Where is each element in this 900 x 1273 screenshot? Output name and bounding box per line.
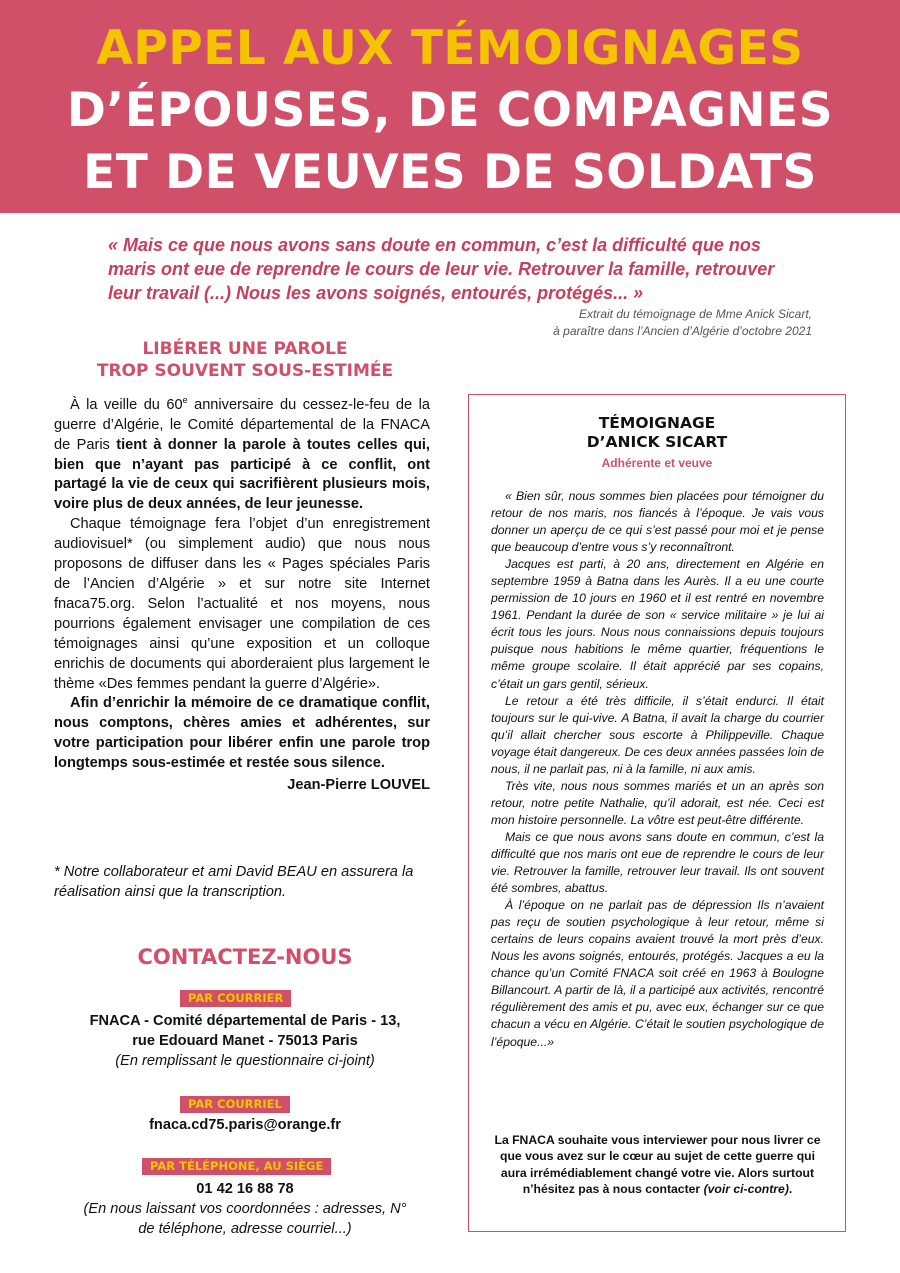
phone-note-line-1: (En nous laissant vos coordonnées : adresses, N° [83,1201,407,1217]
banner-title-line-3: ET DE VEUVES DE SOLDATS [83,145,817,200]
article-p1-bold: tient à donner la parole à toutes celles qui, bien que n’ayant pas participé à ce conflit, ont partagé la vie de ceux qui sacrifièrent plusieurs mois, voire plus de deux années, de leur jeunesse. [54,436,430,513]
banner-title-line-2: D’ÉPOUSES, DE COMPAGNES [66,83,834,138]
article-p1-text: À la veille du 60 [70,396,183,413]
mail-address-line-2: rue Edouard Manet - 75013 Paris [132,1033,358,1049]
cta-text: La FNACA souhaite vous interviewer pour nous livrer ce que vous avez sur le cœur au sujet de cette guerre qui aura irrémédiablement changé votre vie. Alors surtout n’hésitez pas à nous contacter [494,1133,821,1197]
article-paragraph-3 [54,694,430,774]
title-banner [0,0,900,213]
testimony-title-line-1: TÉMOIGNAGE [598,414,716,432]
article-body [54,391,430,796]
signature: Jean-Pierre LOUVEL [287,777,430,794]
testimony-paragraph-1: « Bien sûr, nous sommes bien placées pour témoigner du retour de nos maris, nos fiancés à l’époque. Je vais vous donner un aperçu de ce qui s’est passé pour moi et je pense que beaucoup d’entre vous s’y reconnaîtront. [491,489,824,555]
phone-number[interactable]: 01 42 16 88 78 [196,1181,294,1197]
phone-contact [50,1179,440,1239]
phone-label-badge: PAR TÉLÉPHONE, AU SIÈGE [142,1158,331,1175]
testimony-text [491,488,824,1051]
banner-title-line-1: APPEL AUX TÉMOIGNAGES [96,21,804,76]
contact-heading: CONTACTEZ-NOUS [137,945,353,969]
article-heading-line-1: LIBÉRER UNE PAROLE [142,339,348,359]
phone-note-line-2: de téléphone, adresse courriel...) [138,1221,352,1237]
article-heading [60,338,430,382]
quote-source [412,306,812,340]
cta-see-opposite: (voir ci-contre) [703,1182,789,1197]
testimony-title-line-2: D’ANICK SICART [586,433,728,451]
article-paragraph-2: Chaque témoignage fera l’objet d’un enregistrement audiovisuel* (ou simplement audio) que nous nous proposons de diffuser dans les « Pages spéciales Paris de l’Ancien d’Algérie » et sur notre site Internet fnaca75.org. Selon l’actualité et nos moyens, nous pourrions également envisager une compilation de ces témoignages ainsi qu’une exposition et un colloque enrichis de documents qui aborderaient plus largement le thème «Des femmes pendant la guerre d’Algérie». [54,516,430,692]
mail-contact [50,1011,440,1071]
mail-label-badge: PAR COURRIER [180,990,291,1007]
testimony-paragraph-2: Jacques est parti, à 20 ans, directement en Algérie en septembre 1959 à Batna dans les Aurès. Il a eu une courte permission de 10 jours en 1960 et il est rentré en novembre 1961. Pendant la durée de son « service militaire » je lui ai écrit tous les jours. Nous nous connaissions depuis toujours puisque nous habitions le même quartier, fréquentions le même groupe scolaire. Il était apprécié par ses copains, c’était un gars gentil, sérieux. [491,557,824,691]
testimony-title [468,414,846,452]
testimony-paragraph-3: Le retour a été très difficile, il s’était endurci. Il était toujours sur le qui-vive. A Batna, il avait la charge du courrier qu’il allait chercher sous escorte à Philippeville. Chaque voyage était dangereux. De ces deux années passées loin de nous, il ne parlait pas, ni à la famille, ni aux amis. [491,693,824,776]
quote-source-line-2: à paraître dans l’Ancien d’Algérie d’octobre 2021 [553,324,812,338]
mail-address-line-1: FNACA - Comité départemental de Paris - 13, [89,1013,401,1029]
testimony-paragraph-6: À l’époque on ne parlait pas de dépression Ils n’avaient pas reçu de soutien psychologique à leur retour, même si certains de leurs copains avaient trouvé la mort près d’eux. Nous les avons soignés, entourés, protégés. Jacques a eu la chance qu’un Comité FNACA soit créé en 1963 à Boulogne Billancourt. A partir de là, il a participé aux activités, rencontré régulièrement des amis et pu, avec eux, échanger sur ce que chacun a vécu en Algérie. C’était le soutien psychologique de l’époque...» [491,898,824,1049]
testimony-subtitle: Adhérente et veuve [601,456,713,470]
pull-quote: « Mais ce que nous avons sans doute en commun, c’est la difficulté que nos maris ont eue de reprendre le cours de leur vie. Retrouver la famille, retrouver leur travail (...) Nous les avons soignés, entourés, protégés... » [108,235,775,303]
footnote: * Notre collaborateur et ami David BEAU en assurera la réalisation ainsi que la transcription. [54,864,414,900]
article-p3-bold: Afin d’enrichir la mémoire de ce dramatique conflit, nous comptons, chères amies et adhérentes, sur votre participation pour libérer enfin une parole trop longtemps sous-estimée et restée sous silence. [54,695,430,772]
email-address[interactable]: fnaca.cd75.paris@orange.fr [149,1117,341,1133]
mail-note: (En remplissant le questionnaire ci-joint) [115,1053,375,1069]
superscript: e [182,395,188,405]
cta-end: . [788,1182,793,1197]
quote-source-line-1: Extrait du témoignage de Mme Anick Sicart, [579,307,812,321]
testimony-call-to-action [491,1132,824,1198]
email-contact [50,1115,440,1135]
testimony-paragraph-5: Mais ce que nous avons sans doute en commun, c’est la difficulté que nos maris ont eue de reprendre le cours de leur vie. Retrouver la famille, retrouver leur travail. Ils ont souvent été sombres, abattus. [491,829,824,896]
article-p1-text-cont: anniversaire du cessez-le-feu de la guerre d’Algérie, le Comité départemental de la FNACA de Paris [54,396,430,453]
email-label-badge: PAR COURRIEL [180,1096,290,1113]
testimony-paragraph-4: Très vite, nous nous sommes mariés et un an après son retour, notre petite Nathalie, qu’il adorait, est née. Ceci est mon histoire personnelle. La vôtre est peut-être différente. [491,778,824,827]
article-heading-line-2: TROP SOUVENT SOUS-ESTIMÉE [96,361,394,381]
article-paragraph-1 [54,391,430,515]
